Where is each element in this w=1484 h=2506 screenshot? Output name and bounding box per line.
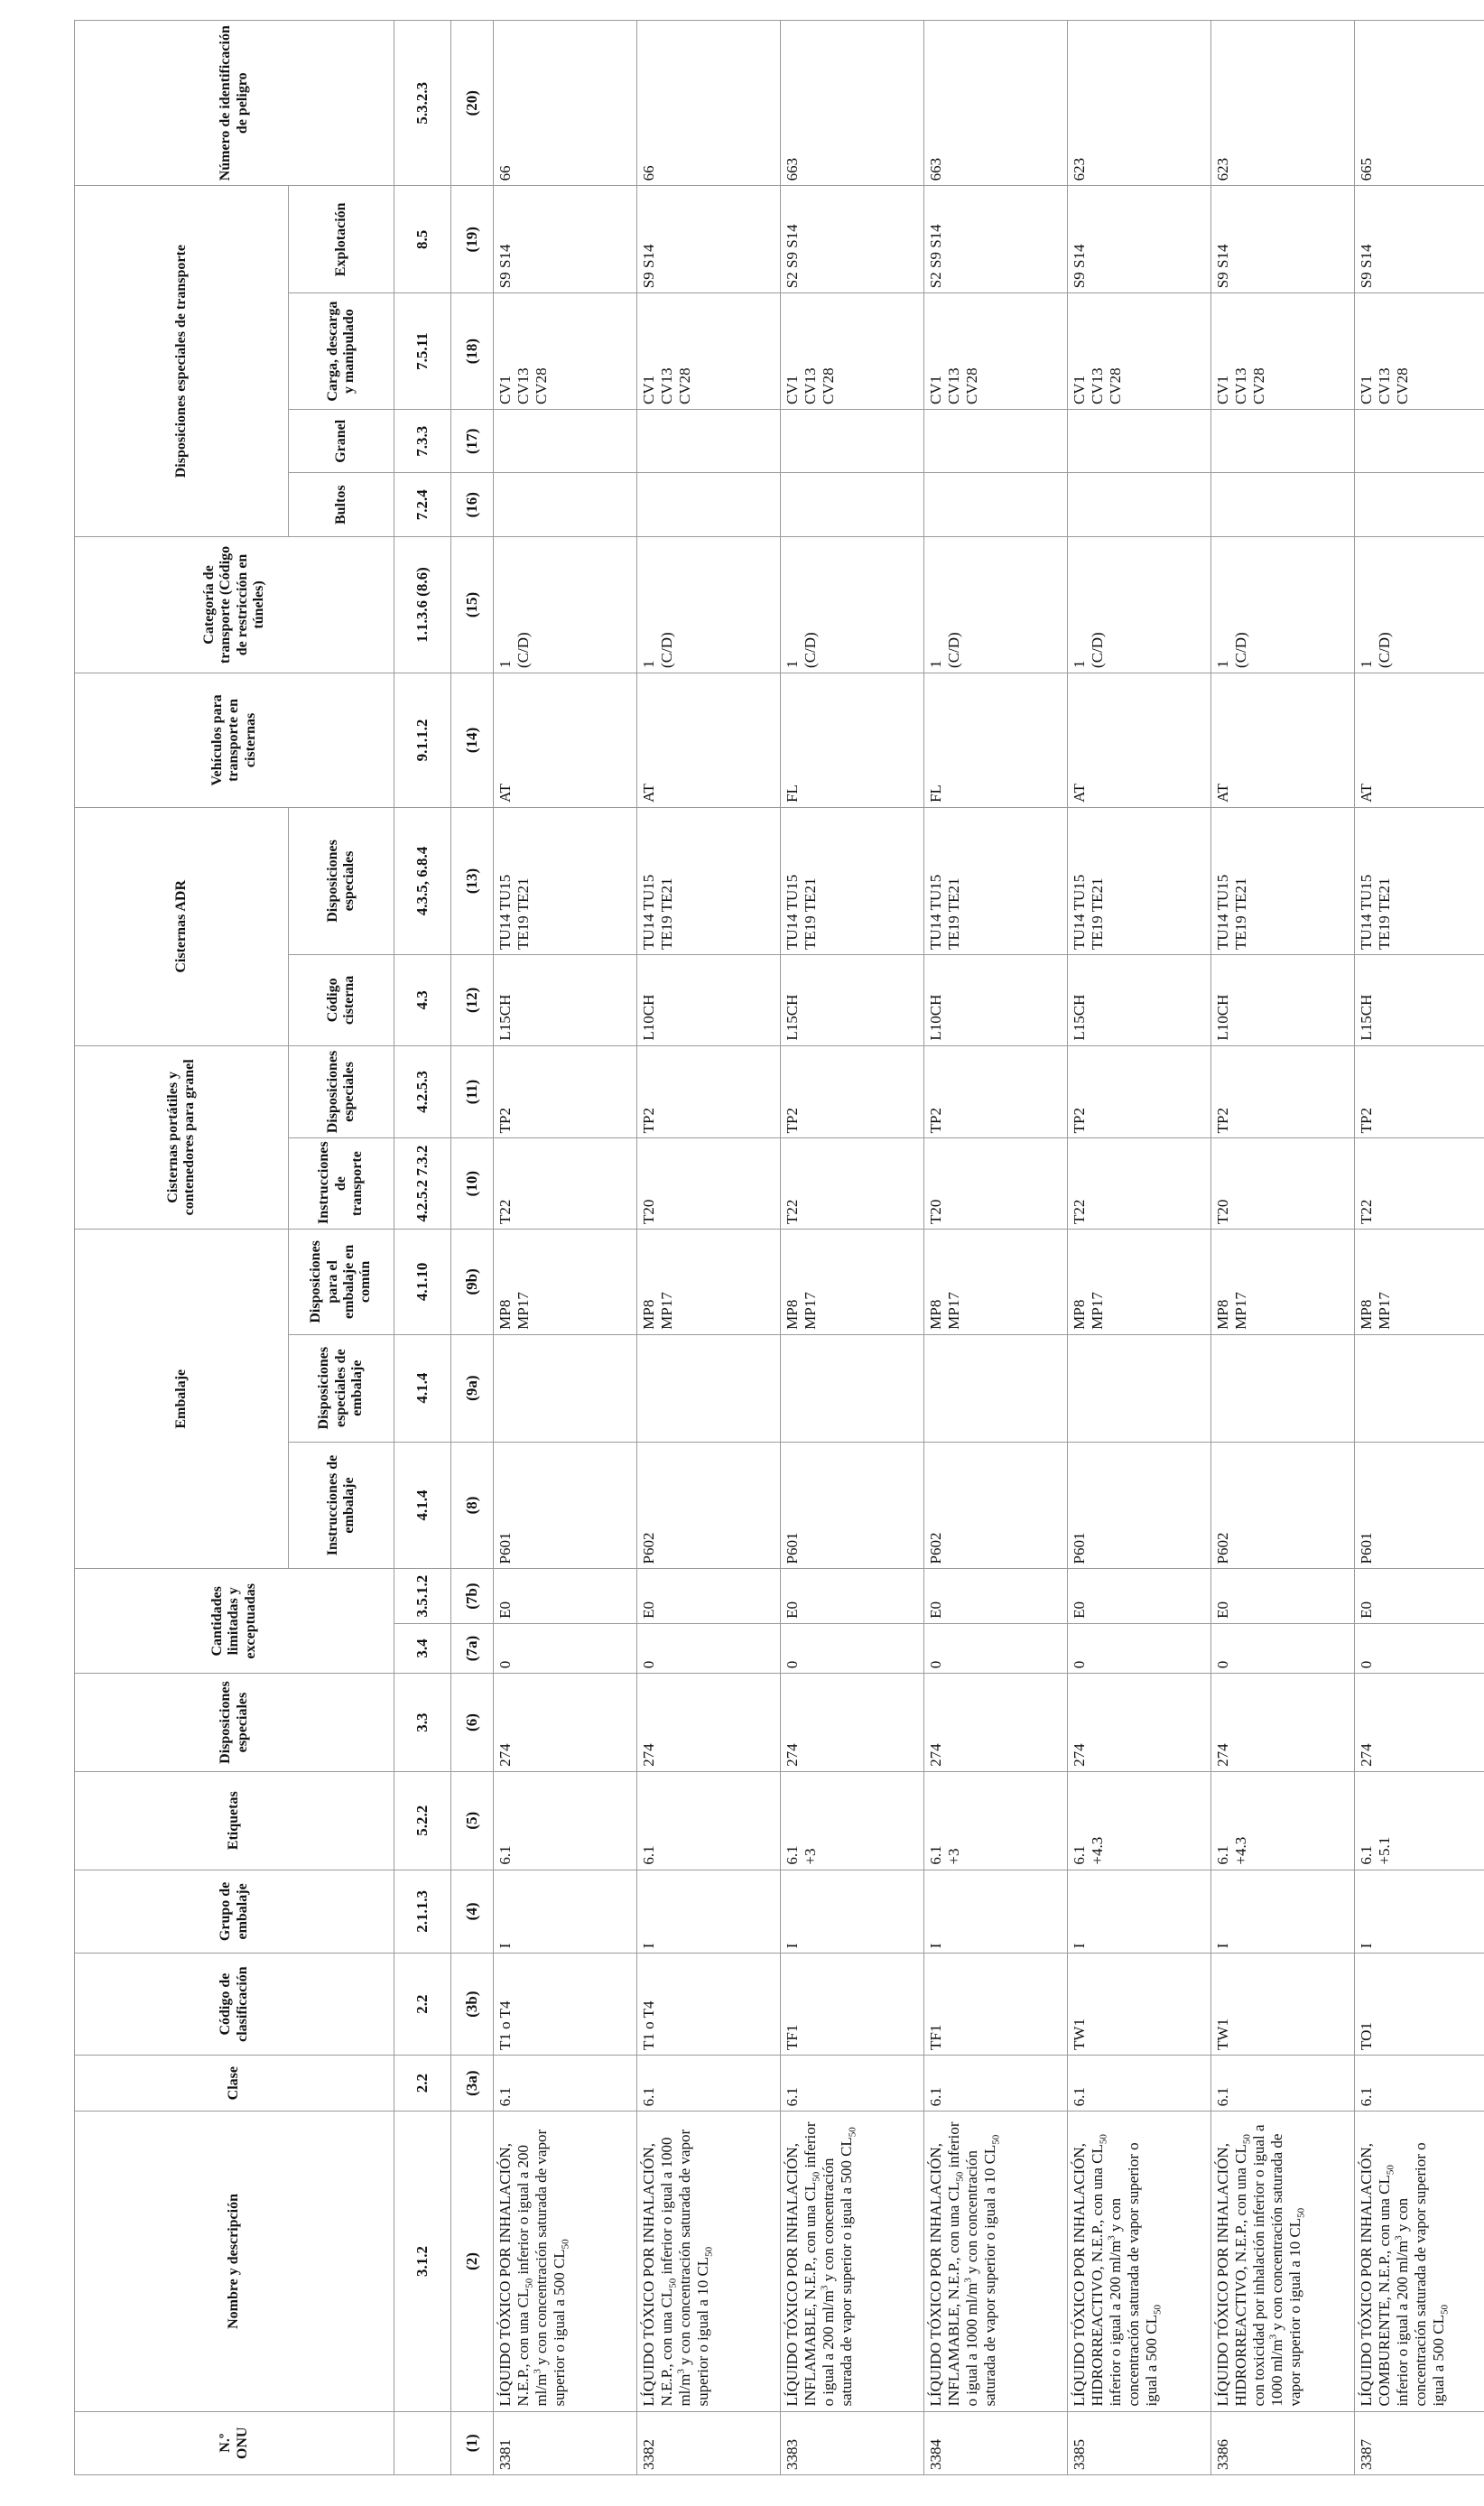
- classification-code-cell: TF1: [924, 1954, 1068, 2056]
- column-number-cell: (14): [451, 673, 494, 807]
- packing-group-cell: I: [1211, 1870, 1355, 1954]
- header-packages: Bultos: [289, 473, 394, 536]
- loading-cell: CV1 CV13 CV28: [637, 293, 781, 410]
- special-packing-cell: [637, 1334, 781, 1442]
- table-row: [637, 21, 781, 2475]
- header-class: Clase: [75, 2055, 394, 2111]
- special-provisions-cell: 274: [494, 1674, 637, 1772]
- packages-cell: [494, 473, 637, 536]
- header-special-provisions: Disposiciones especiales: [75, 1674, 394, 1772]
- un-number-cell: 3386: [1211, 2411, 1355, 2474]
- reference-cell: [394, 2411, 451, 2474]
- subscript-text: 50: [1295, 2207, 1307, 2218]
- name-text: inferior o igual a 1000 ml/m: [945, 2121, 981, 2407]
- name-description-cell: [1068, 2112, 1211, 2411]
- header-bulk: Granel: [289, 410, 394, 473]
- name-text: inferior o igual a 1000 ml/m: [658, 2137, 694, 2407]
- operation-cell: S9 S14: [494, 186, 637, 293]
- column-number-cell: (4): [451, 1870, 494, 1954]
- header-un-number: N.º ONU: [75, 2411, 394, 2474]
- column-number-cell: (7b): [451, 1569, 494, 1623]
- portable-special-cell: TP2: [1068, 1045, 1211, 1138]
- labels-cell: 6.1 +3: [781, 1771, 924, 1870]
- superscript-text: 3: [819, 2285, 830, 2291]
- un-number-cell: 3387: [1355, 2411, 1484, 2474]
- transport-instruction-cell: T22: [781, 1138, 924, 1230]
- transport-instruction-cell: T22: [494, 1138, 637, 1230]
- labels-cell: 6.1 +4.3: [1068, 1771, 1211, 1870]
- reference-cell: 1.1.3.6 (8.6): [394, 536, 451, 673]
- class-cell: 6.1: [494, 2055, 637, 2111]
- transport-category-cell: 1 (C/D): [924, 536, 1068, 673]
- bulk-cell: [924, 410, 1068, 473]
- subscript-text: 50: [1241, 2134, 1253, 2145]
- operation-cell: S2 S9 S14: [924, 186, 1068, 293]
- un-number-cell: 3382: [637, 2411, 781, 2474]
- column-number-cell: (2): [451, 2112, 494, 2411]
- bulk-cell: [1068, 410, 1211, 473]
- table-row: [1068, 21, 1211, 2475]
- table-row: [924, 21, 1068, 2475]
- name-text: con toxicidad por inhalación inferior o igual a 1000 ml/m: [1250, 2124, 1286, 2407]
- reference-cell: 3.3: [394, 1674, 451, 1772]
- transport-category-cell: 1 (C/D): [1355, 536, 1484, 673]
- name-text: inferior o igual a 200 ml/m: [802, 2121, 838, 2407]
- rotated-sheet: [74, 20, 1451, 2475]
- transport-category-cell: 1 (C/D): [1211, 536, 1355, 673]
- reference-cell: 2.2: [394, 1954, 451, 2056]
- tank-code-cell: L10CH: [1211, 955, 1355, 1046]
- classification-code-cell: T1 o T4: [494, 1954, 637, 2056]
- portable-special-cell: TP2: [781, 1045, 924, 1138]
- special-packing-cell: [1355, 1334, 1484, 1442]
- special-provisions-cell: 274: [1068, 1674, 1211, 1772]
- packages-cell: [1068, 473, 1211, 536]
- packing-instruction-cell: P601: [1068, 1442, 1211, 1569]
- subscript-text: 50: [560, 2239, 571, 2250]
- reference-cell: 4.1.4: [394, 1442, 451, 1569]
- reference-cell: 4.1.4: [394, 1334, 451, 1442]
- name-text: inferior o igual a 200 ml/m: [1394, 2240, 1412, 2407]
- column-number-cell: (18): [451, 293, 494, 410]
- classification-code-cell: TW1: [1211, 1954, 1355, 2056]
- excepted-quantity-cell: E0: [1355, 1569, 1484, 1623]
- loading-cell: CV1 CV13 CV28: [781, 293, 924, 410]
- transport-category-cell: 1 (C/D): [637, 536, 781, 673]
- hazard-number-cell: 66: [637, 21, 781, 186]
- un-number-cell: 3383: [781, 2411, 924, 2474]
- name-description-cell: [1211, 2112, 1355, 2411]
- dangerous-goods-table-wrapper: [74, 20, 1451, 2475]
- transport-instruction-cell: T20: [924, 1138, 1068, 1230]
- column-number-cell: (12): [451, 955, 494, 1046]
- hazard-number-cell: 665: [1355, 21, 1484, 186]
- name-description-cell: [924, 2112, 1068, 2411]
- column-number-cell: (7a): [451, 1623, 494, 1673]
- adr-special-cell: TU14 TU15 TE19 TE21: [1211, 807, 1355, 954]
- header-special-transport-provisions: Disposiciones especiales de transporte: [75, 186, 289, 537]
- column-number-cell: (10): [451, 1138, 494, 1230]
- column-number-cell: (9a): [451, 1334, 494, 1442]
- loading-cell: CV1 CV13 CV28: [1068, 293, 1211, 410]
- limited-quantity-cell: 0: [924, 1623, 1068, 1673]
- transport-category-cell: 1 (C/D): [1068, 536, 1211, 673]
- labels-cell: 6.1 +4.3: [1211, 1771, 1355, 1870]
- packing-group-cell: I: [1068, 1870, 1211, 1954]
- limited-quantity-cell: 0: [494, 1623, 637, 1673]
- mixed-packing-cell: MP8 MP17: [781, 1229, 924, 1334]
- name-text: y con concentración saturada de vapor superior o igual a 500 CL: [1394, 2142, 1448, 2407]
- header-transport-category: Categoría de transporte (Código de restricción en túneles): [75, 536, 394, 673]
- name-text: inferior o igual a 200 ml/m: [1107, 2240, 1125, 2407]
- class-cell: 6.1: [637, 2055, 781, 2111]
- classification-code-cell: TF1: [781, 1954, 924, 2056]
- hazard-number-cell: 623: [1211, 21, 1355, 186]
- header-operation: Explotación: [289, 186, 394, 293]
- loading-cell: CV1 CV13 CV28: [1211, 293, 1355, 410]
- packing-instruction-cell: P602: [1211, 1442, 1355, 1569]
- adr-special-cell: TU14 TU15 TE19 TE21: [637, 807, 781, 954]
- mixed-packing-cell: MP8 MP17: [494, 1229, 637, 1334]
- special-provisions-cell: 274: [1211, 1674, 1355, 1772]
- reference-cell: 7.3.3: [394, 410, 451, 473]
- header-packing-instructions: Instrucciones de embalaje: [289, 1442, 394, 1569]
- packing-group-cell: I: [494, 1870, 637, 1954]
- portable-special-cell: TP2: [924, 1045, 1068, 1138]
- superscript-text: 3: [532, 2369, 543, 2374]
- adr-special-cell: TU14 TU15 TE19 TE21: [494, 807, 637, 954]
- superscript-text: 3: [1267, 2334, 1279, 2340]
- column-number-row: [451, 21, 494, 2475]
- reference-cell: 5.2.2: [394, 1771, 451, 1870]
- reference-cell: 3.1.2: [394, 2112, 451, 2411]
- subscript-text: 50: [1385, 2165, 1396, 2176]
- loading-cell: CV1 CV13 CV28: [924, 293, 1068, 410]
- header-portable-special-provisions: Disposiciones especiales: [289, 1045, 394, 1138]
- excepted-quantity-cell: E0: [1068, 1569, 1211, 1623]
- column-number-cell: (15): [451, 536, 494, 673]
- tank-vehicle-cell: AT: [637, 673, 781, 807]
- portable-special-cell: TP2: [1355, 1045, 1484, 1138]
- name-text: y con concentración saturada de vapor superior o igual a 500 CL: [820, 2137, 856, 2407]
- reference-cell: 3.5.1.2: [394, 1569, 451, 1623]
- reference-cell: 2.1.1.3: [394, 1870, 451, 1954]
- tank-code-cell: L15CH: [1355, 955, 1484, 1046]
- subscript-text: 50: [954, 2171, 966, 2182]
- name-text: LÍQUIDO TÓXICO POR INHALACIÓN, INFLAMABLE, N.E.P., con una CL: [927, 2143, 963, 2407]
- loading-cell: CV1 CV13 CV28: [494, 293, 637, 410]
- subscript-text: 50: [1152, 2305, 1164, 2316]
- classification-code-cell: TW1: [1068, 1954, 1211, 2056]
- reference-cell: 3.4: [394, 1623, 451, 1673]
- tank-code-cell: L10CH: [924, 955, 1068, 1046]
- portable-special-cell: TP2: [1211, 1045, 1355, 1138]
- bulk-cell: [494, 410, 637, 473]
- column-number-cell: (20): [451, 21, 494, 186]
- subscript-text: 50: [811, 2171, 822, 2182]
- reference-cell: 9.1.1.2: [394, 673, 451, 807]
- reference-row: [394, 21, 451, 2475]
- name-text: LÍQUIDO TÓXICO POR INHALACIÓN, COMBURENTE, N.E.P., con una CL: [1358, 2143, 1394, 2407]
- subscript-text: 50: [1439, 2305, 1451, 2316]
- adr-special-cell: TU14 TU15 TE19 TE21: [1355, 807, 1484, 954]
- transport-category-cell: 1 (C/D): [494, 536, 637, 673]
- subscript-text: 50: [990, 2134, 1002, 2145]
- packing-group-cell: I: [781, 1870, 924, 1954]
- transport-instruction-cell: T20: [637, 1138, 781, 1230]
- header-transport-instructions: Instrucciones de transporte: [289, 1138, 394, 1230]
- dangerous-goods-table: [74, 20, 1484, 2475]
- reference-cell: 7.5.11: [394, 293, 451, 410]
- header-packing-group: Grupo de embalaje: [75, 1870, 394, 1954]
- name-text: LÍQUIDO TÓXICO POR INHALACIÓN, N.E.P., con una CL: [496, 2143, 533, 2407]
- bulk-cell: [1355, 410, 1484, 473]
- superscript-text: 3: [1106, 2235, 1118, 2241]
- class-cell: 6.1: [924, 2055, 1068, 2111]
- class-cell: 6.1: [1068, 2055, 1211, 2111]
- labels-cell: 6.1: [637, 1771, 781, 1870]
- packing-group-cell: I: [924, 1870, 1068, 1954]
- subscript-text: 50: [524, 2278, 535, 2288]
- packages-cell: [1355, 473, 1484, 536]
- superscript-text: 3: [1393, 2235, 1405, 2241]
- column-number-cell: (3a): [451, 2055, 494, 2111]
- header-tank-vehicle: Vehículos para transporte en cisternas: [75, 673, 394, 807]
- transport-instruction-cell: T20: [1211, 1138, 1355, 1230]
- packages-cell: [924, 473, 1068, 536]
- operation-cell: S9 S14: [637, 186, 781, 293]
- labels-cell: 6.1 +3: [924, 1771, 1068, 1870]
- class-cell: 6.1: [781, 2055, 924, 2111]
- header-mixed-packing-provisions: Disposiciones para el embalaje en común: [289, 1229, 394, 1334]
- transport-instruction-cell: T22: [1355, 1138, 1484, 1230]
- header-name-description: Nombre y descripción: [75, 2112, 394, 2411]
- name-text: y con concentración saturada de vapor superior o igual a 500 CL: [533, 2129, 569, 2407]
- packages-cell: [1211, 473, 1355, 536]
- reference-cell: 4.1.10: [394, 1229, 451, 1334]
- column-number-cell: (13): [451, 807, 494, 954]
- mixed-packing-cell: MP8 MP17: [637, 1229, 781, 1334]
- adr-special-cell: TU14 TU15 TE19 TE21: [924, 807, 1068, 954]
- special-provisions-cell: 274: [924, 1674, 1068, 1772]
- loading-cell: CV1 CV13 CV28: [1355, 293, 1484, 410]
- tank-vehicle-cell: AT: [494, 673, 637, 807]
- column-number-cell: (1): [451, 2411, 494, 2474]
- column-number-cell: (3b): [451, 1954, 494, 2056]
- excepted-quantity-cell: E0: [781, 1569, 924, 1623]
- un-number-cell: 3385: [1068, 2411, 1211, 2474]
- column-number-cell: (9b): [451, 1229, 494, 1334]
- name-description-cell: [781, 2112, 924, 2411]
- column-number-cell: (17): [451, 410, 494, 473]
- table-body: [394, 21, 1484, 2475]
- operation-cell: S9 S14: [1068, 186, 1211, 293]
- limited-quantity-cell: 0: [1068, 1623, 1211, 1673]
- packing-instruction-cell: P601: [494, 1442, 637, 1569]
- packing-instruction-cell: P602: [924, 1442, 1068, 1569]
- header-adr-special-provisions: Disposiciones especiales: [289, 807, 394, 954]
- table-row: [494, 21, 637, 2475]
- mixed-packing-cell: MP8 MP17: [924, 1229, 1068, 1334]
- header-limited-excepted-quantities: Cantidades limitadas y exceptuadas: [75, 1569, 394, 1674]
- header-adr-tanks: Cisternas ADR: [75, 807, 289, 1045]
- mixed-packing-cell: MP8 MP17: [1068, 1229, 1211, 1334]
- tank-vehicle-cell: AT: [1068, 673, 1211, 807]
- class-cell: 6.1: [1211, 2055, 1355, 2111]
- un-number-cell: 3381: [494, 2411, 637, 2474]
- portable-special-cell: TP2: [637, 1045, 781, 1138]
- tank-vehicle-cell: AT: [1211, 673, 1355, 807]
- packing-group-cell: I: [1355, 1870, 1484, 1954]
- special-packing-cell: [494, 1334, 637, 1442]
- mixed-packing-cell: MP8 MP17: [1355, 1229, 1484, 1334]
- operation-cell: S9 S14: [1355, 186, 1484, 293]
- tank-vehicle-cell: FL: [924, 673, 1068, 807]
- tank-code-cell: L15CH: [494, 955, 637, 1046]
- subscript-text: 50: [1098, 2134, 1109, 2145]
- name-text: LÍQUIDO TÓXICO POR INHALACIÓN, N.E.P., con una CL: [640, 2143, 676, 2407]
- tank-code-cell: L15CH: [1068, 955, 1211, 1046]
- tank-vehicle-cell: AT: [1355, 673, 1484, 807]
- name-text: LÍQUIDO TÓXICO POR INHALACIÓN, HIDRORREACTIVO, N.E.P., con una CL: [1071, 2143, 1107, 2407]
- name-text: y con concentración saturada de vapor superior o igual a 10 CL: [1268, 2133, 1304, 2407]
- operation-cell: S9 S14: [1211, 186, 1355, 293]
- subscript-text: 50: [847, 2127, 858, 2138]
- column-number-cell: (5): [451, 1771, 494, 1870]
- excepted-quantity-cell: E0: [494, 1569, 637, 1623]
- name-description-cell: [637, 2112, 781, 2411]
- reference-cell: 4.2.5.2 7.3.2: [394, 1138, 451, 1230]
- tank-code-cell: L10CH: [637, 955, 781, 1046]
- transport-instruction-cell: T22: [1068, 1138, 1211, 1230]
- un-number-cell: 3384: [924, 2411, 1068, 2474]
- name-description-cell: [494, 2112, 637, 2411]
- superscript-text: 3: [962, 2278, 974, 2283]
- column-number-cell: (19): [451, 186, 494, 293]
- packing-instruction-cell: P602: [637, 1442, 781, 1569]
- classification-code-cell: T1 o T4: [637, 1954, 781, 2056]
- packing-group-cell: I: [637, 1870, 781, 1954]
- bulk-cell: [781, 410, 924, 473]
- column-number-cell: (8): [451, 1442, 494, 1569]
- operation-cell: S2 S9 S14: [781, 186, 924, 293]
- name-text: LÍQUIDO TÓXICO POR INHALACIÓN, HIDRORREACTIVO, N.E.P., con una CL: [1214, 2143, 1250, 2407]
- name-text: y con concentración saturada de vapor superior o igual a 10 CL: [963, 2144, 999, 2407]
- table-row: [781, 21, 924, 2475]
- reference-cell: 8.5: [394, 186, 451, 293]
- mixed-packing-cell: MP8 MP17: [1211, 1229, 1355, 1334]
- excepted-quantity-cell: E0: [637, 1569, 781, 1623]
- tank-vehicle-cell: FL: [781, 673, 924, 807]
- table-row: [1355, 21, 1484, 2475]
- reference-cell: 4.3.5, 6.8.4: [394, 807, 451, 954]
- portable-special-cell: TP2: [494, 1045, 637, 1138]
- hazard-number-cell: 623: [1068, 21, 1211, 186]
- header-packaging: Embalaje: [75, 1229, 289, 1568]
- reference-cell: 5.3.2.3: [394, 21, 451, 186]
- subscript-text: 50: [703, 2246, 715, 2257]
- header-hazard-identification-number: Número de identificación de peligro: [75, 21, 394, 186]
- packing-instruction-cell: P601: [1355, 1442, 1484, 1569]
- reference-cell: 2.2: [394, 2055, 451, 2111]
- tank-code-cell: L15CH: [781, 955, 924, 1046]
- hazard-number-cell: 663: [781, 21, 924, 186]
- class-cell: 6.1: [1355, 2055, 1484, 2111]
- column-number-cell: (6): [451, 1674, 494, 1772]
- superscript-text: 3: [675, 2369, 687, 2374]
- reference-cell: 7.2.4: [394, 473, 451, 536]
- packages-cell: [637, 473, 781, 536]
- special-packing-cell: [781, 1334, 924, 1442]
- table-row: [1211, 21, 1355, 2475]
- hazard-number-cell: 66: [494, 21, 637, 186]
- bulk-cell: [637, 410, 781, 473]
- bulk-cell: [1211, 410, 1355, 473]
- name-text: y con concentración saturada de vapor superior o igual a 10 CL: [676, 2129, 712, 2407]
- special-packing-cell: [924, 1334, 1068, 1442]
- special-provisions-cell: 274: [637, 1674, 781, 1772]
- transport-category-cell: 1 (C/D): [781, 536, 924, 673]
- subscript-text: 50: [667, 2278, 679, 2288]
- header-labels: Etiquetas: [75, 1771, 394, 1870]
- header-special-packing-provisions: Disposiciones especiales de embalaje: [289, 1334, 394, 1442]
- adr-special-cell: TU14 TU15 TE19 TE21: [1068, 807, 1211, 954]
- limited-quantity-cell: 0: [1211, 1623, 1355, 1673]
- name-description-cell: [1355, 2112, 1484, 2411]
- header-classification-code: Código de clasificación: [75, 1954, 394, 2056]
- classification-code-cell: TO1: [1355, 1954, 1484, 2056]
- special-provisions-cell: 274: [781, 1674, 924, 1772]
- header-loading-handling: Carga, descarga y manipulado: [289, 293, 394, 410]
- special-packing-cell: [1068, 1334, 1211, 1442]
- special-packing-cell: [1211, 1334, 1355, 1442]
- header-tank-code: Código cisterna: [289, 955, 394, 1046]
- reference-cell: 4.2.5.3: [394, 1045, 451, 1138]
- name-text: LÍQUIDO TÓXICO POR INHALACIÓN, INFLAMABLE, N.E.P., con una CL: [784, 2143, 820, 2407]
- reference-cell: 4.3: [394, 955, 451, 1046]
- limited-quantity-cell: 0: [1355, 1623, 1484, 1673]
- name-text: inferior o igual a 200 ml/m: [515, 2144, 551, 2407]
- limited-quantity-cell: 0: [637, 1623, 781, 1673]
- excepted-quantity-cell: E0: [924, 1569, 1068, 1623]
- special-provisions-cell: 274: [1355, 1674, 1484, 1772]
- labels-cell: 6.1 +5.1: [1355, 1771, 1484, 1870]
- excepted-quantity-cell: E0: [1211, 1569, 1355, 1623]
- packages-cell: [781, 473, 924, 536]
- column-number-cell: (16): [451, 473, 494, 536]
- labels-cell: 6.1: [494, 1771, 637, 1870]
- name-text: y con concentración saturada de vapor superior o igual a 500 CL: [1107, 2142, 1161, 2407]
- packing-instruction-cell: P601: [781, 1442, 924, 1569]
- header-portable-tanks: Cisternas portátiles y contenedores para granel: [75, 1045, 289, 1229]
- hazard-number-cell: 663: [924, 21, 1068, 186]
- column-number-cell: (11): [451, 1045, 494, 1138]
- adr-special-cell: TU14 TU15 TE19 TE21: [781, 807, 924, 954]
- limited-quantity-cell: 0: [781, 1623, 924, 1673]
